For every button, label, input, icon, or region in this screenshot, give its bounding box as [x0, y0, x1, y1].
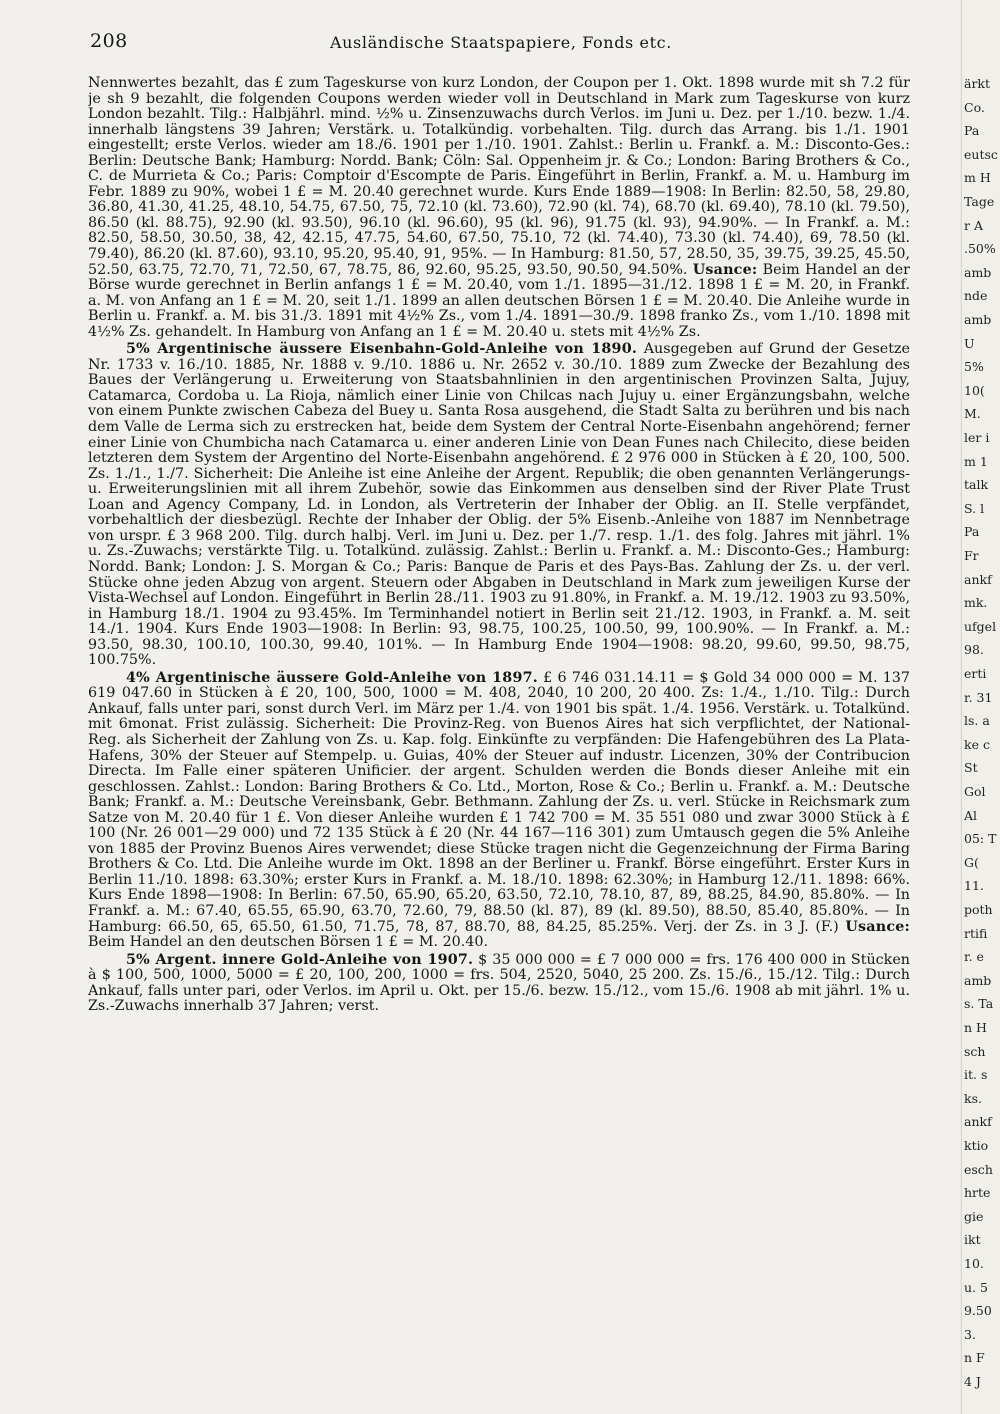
adjacent-page-fragment: amb — [964, 972, 992, 988]
adjacent-page-fragment: amb — [964, 312, 992, 327]
adjacent-page-fragment: 11. — [964, 878, 984, 894]
adjacent-page-fragment: ke c — [964, 736, 990, 752]
adjacent-page-fragment: nde — [964, 288, 988, 304]
entry-heading: 5% Argent. innere Gold-Anleihe von 1907. — [126, 951, 474, 968]
entry-text: $ 35 000 000 = £ 7 000 000 = frs. 176 400 000 in Stücken à $ 100, 500, 1000, 5000 = £ 20, 100, 200, 1000 = frs. 504, 2520, 5040, 25 200. Zs. 15./6., 15./12. Tilg.: Durch Ankauf, falls unter pari, oder Verlos. im April u. Okt. per 15./6. bezw. 15./12., vom 15./6. 1908 ab mit jährl. 1% u. Zs.-Zuwachs innerhalb 37 Jahren; verst. — [88, 951, 910, 1015]
page-number: 208 — [90, 30, 128, 52]
adjacent-page-fragment: ufgel — [964, 618, 997, 634]
running-head: Ausländische Staatspapiere, Fonds etc. — [330, 33, 672, 52]
adjacent-page-fragment: Fr — [964, 548, 979, 563]
adjacent-page-fragment: poth — [964, 902, 993, 917]
entry-innere-gold-anleihe-1907 — [88, 953, 910, 1015]
adjacent-page-fragment: 4 J — [964, 1374, 981, 1389]
adjacent-page-fragment: talk — [964, 477, 989, 493]
entry-text: £ 6 746 031.14.11 = $ Gold 34 000 000 = M. 137 619 047.60 in Stücken à £ 20, 100, 500, 1000 = M. 408, 2040, 10 200, 20 400. Zs: 1./4., 1./10. Tilg.: Durch Ankauf, falls unter pari, sonst durch Verl. im März per 1./4. von 1901 bis spät. 1./4. 1956. Verstärk. u. Totalkünd. mit 6monat. Frist zulässig. Sicherheit: Die Provinz-Reg. von Buenos Aires hat sich verpflichtet, der National-Reg. als Sicherheit der Zahlung von Zs. u. Kap. folg. Einkünfte zu verpfänden: Die Hafengebühren des La Plata-Hafens, 30% der Steuer auf Stempelp. u. Guias, 40% der Steuer auf industr. Licenzen, 30% der Contribucion Directa. Im Falle einer späteren Unificier. der argent. Schulden werden die Bonds dieser Anleihe mit ein geschlossen. Zahlst.: London: Baring Brothers & Co. Ltd., Morton, Rose & Co.; Berlin u. Frankf. a. M.: Deutsche Bank; Frankf. a. M.: Deutsche Vereinsbank, Gebr. Bethmann. Zahlung der Zs. u. verl. Stücke in Reichsmark zum Satze von M. 20.40 für 1 £. Von dieser Anleihe wurden £ 1 742 700 = M. 35 551 080 und zwar 3000 Stück à £ 100 (Nr. 26 001—29 000) und 72 135 Stück à £ 20 (Nr. 44 167—116 301) zum Umtausch gegen die 5% Anleihe von 1885 der Provinz Buenos Aires verwendet; diese Stücke tragen nicht die Gegenzeichnung der Firma Baring Brothers & Co. Ltd. Die Anleihe wurde im Okt. 1898 an der Berliner u. Frankf. Börse eingeführt. Erster Kurs in Berlin 11./10. 1898: 63.30%; erster Kurs in Frankf. a. M. 18./10. 1898: 62.30%; in Hamburg 12./11. 1898: 66%. Kurs Ende 1898—1908: In Berlin: 67.50, 65.90, 65.20, 63.50, 72.10, 78.10, 87, 89, 88.25, 84.90, 85.80%. — In Frankf. a. M.: 67.40, 65.55, 65.90, 63.70, 72.60, 79, 88.50 (kl. 87), 89 (kl. 89.50), 88.50, 85.40, 85.80%. — In Hamburg: 66.50, 65, 65.50, 61.50, 71.75, 78, 87, 88.70, 88, 84.25, 85.25%. Verj. der Zs. in 3 J. (F.) — [88, 669, 910, 935]
entry-aeussere-gold-anleihe-1897 — [88, 671, 910, 951]
entry-heading: 4% Argentinische äussere Gold-Anleihe von 1897. — [126, 669, 538, 686]
adjacent-page-fragment: m H — [964, 170, 991, 186]
entry-eisenbahn-gold-anleihe-1890 — [88, 342, 910, 668]
adjacent-page-fragment: Co. — [964, 99, 985, 115]
adjacent-page-fragment: 3. — [964, 1326, 976, 1342]
usance-label: Usance: — [845, 918, 910, 935]
adjacent-page-fragment: esch — [964, 1161, 993, 1177]
text-column — [88, 76, 910, 1406]
adjacent-page-fragment: ikt — [964, 1232, 981, 1248]
adjacent-page-fragment: 10( — [964, 382, 985, 398]
adjacent-page-fragment: erti — [964, 666, 987, 681]
adjacent-page-fragment: hrte — [964, 1185, 991, 1201]
adjacent-page-fragment: rtifi — [964, 925, 988, 941]
adjacent-page-fragment: r. 31 — [964, 689, 993, 705]
usance-label: Usance: — [692, 261, 758, 278]
adjacent-page-fragment: eutsc — [964, 146, 998, 162]
adjacent-page-fragment: ls. a — [964, 713, 990, 729]
adjacent-page-fragment: 10. — [964, 1256, 984, 1271]
adjacent-page-strip — [961, 0, 1000, 1414]
adjacent-page-fragment: Pa — [964, 123, 980, 139]
adjacent-page-fragment: G( — [964, 854, 979, 870]
page-header — [90, 30, 910, 60]
adjacent-page-fragment: S. l — [964, 500, 985, 516]
paragraph-text: Nennwertes bezahlt, das £ zum Tageskurse von kurz London, der Coupon per 1. Okt. 1898 wurde mit sh 7.2 für je sh 9 bezahlt, die folgenden Coupons werden wieder voll in Deutschland in Mark zum Tageskurse von kurz London bezahlt. Tilg.: Halbjährl. mind. ½% u. Zinsenzuwachs durch Verlos. im Juni u. Dez. per 1./10. bezw. 1./4. innerhalb längstens 39 Jahren; Verstärk. u. Totalkündig. vorbehalten. Tilg. durch das Arrang. bis 1./1. 1901 eingestellt; erste Verlos. wieder am 18./6. 1901 per 1./10. 1901. Zahlst.: Berlin u. Frankf. a. M.: Disconto-Ges.: Berlin: Deutsche Bank; Hamburg: Nordd. Bank; Cöln: Sal. Oppenheim jr. & Co.; London: Baring Brothers & Co., C. de Murrieta & Co.; Paris: Comptoir d'Escompte de Paris. Eingeführt in Berlin, Frankf. a. M. u. Hamburg im Febr. 1889 zu 90%, wobei 1 £ = M. 20.40 gerechnet wurde. Kurs Ende 1889—1908: In Berlin: 82.50, 58, 29.80, 36.80, 41.30, 41.25, 48.10, 54.75, 67.50, 75, 72.10 (kl. 73.60), 72.90 (kl. 74), 68.70 (kl. 69.40), 78.10 (kl. 79.50), 86.50 (kl. 88.75), 92.90 (kl. 93.50), 96.10 (kl. 96.60), 95 (kl. 96), 91.75 (kl. 93), 94.90%. — In Frankf. a. M.: 82.50, 58.50, 30.50, 38, 42, 42.15, 47.75, 54.60, 67.50, 75.10, 72 (kl. 74.40), 73.30 (kl. 74.40), 69, 78.50 (kl. 79.40), 86.20 (kl. 87.60), 93.10, 95.20, 95.40, 91, 95%. — In Hamburg: 81.50, 57, 28.50, 35, 39.75, 39.25, 45.50, 52.50, 63.75, 72.70, 71, 72.50, 67, 78.75, 86, 92.60, 95.25, 93.50, 90.50, 94.50%. — [88, 76, 910, 278]
adjacent-page-fragment: Pa — [964, 524, 980, 540]
adjacent-page-fragment: ks. — [964, 1090, 982, 1106]
adjacent-page-fragment: 9.50 — [964, 1303, 992, 1319]
adjacent-page-fragment: s. Ta — [964, 996, 994, 1012]
adjacent-page-fragment: Al — [964, 807, 978, 823]
adjacent-page-fragment: ärkt — [964, 76, 991, 91]
paragraph-coupon-continuation — [88, 76, 910, 340]
adjacent-page-fragment: u. 5 — [964, 1279, 988, 1295]
adjacent-page-fragment: it. s — [964, 1067, 988, 1083]
adjacent-page-fragment: 5% — [964, 359, 984, 375]
entry-text: Beim Handel an den deutschen Börsen 1 £ = M. 20.40. — [88, 934, 489, 951]
adjacent-page-fragment: .50% — [964, 241, 996, 257]
adjacent-page-fragment: sch — [964, 1043, 986, 1059]
adjacent-page-fragment: ktio — [964, 1138, 989, 1153]
adjacent-page-fragment: mk. — [964, 595, 988, 611]
adjacent-page-fragment: St — [964, 760, 978, 776]
adjacent-page-fragment: n F — [964, 1350, 985, 1366]
adjacent-page-fragment: M. — [964, 406, 981, 422]
adjacent-page-fragment: ler i — [964, 430, 990, 445]
paragraph-text: Beim Handel an der Börse wurde gerechnet in Berlin anfangs 1 £ = M. 20.40, vom 1./1. 1895—31./12. 1898 1 £ = M. 20, in Frankf. a. M. von Anfang an 1 £ = M. 20, seit 1./1. 1899 an allen deutschen Börsen 1 £ = M. 20.40. Die Anleihe wurde in Berlin u. Frankf. a. M. bis 31./3. 1891 mit 4½% Zs., vom 1./4. 1891—30./9. 1898 franko Zs., vom 1./10. 1898 mit 4½% Zs. gehandelt. In Hamburg von Anfang an 1 £ = M. 20.40 u. stets mit 4½% Zs. — [88, 261, 910, 340]
adjacent-page-fragment: r. e — [964, 949, 984, 965]
adjacent-page-fragment: r A — [964, 217, 983, 233]
adjacent-page-fragment: gie — [964, 1208, 984, 1224]
adjacent-page-fragment: 05: T — [964, 831, 997, 847]
entry-heading: 5% Argentinische äussere Eisenbahn-Gold-Anleihe von 1890. — [126, 341, 638, 358]
adjacent-page-fragment: U — [964, 335, 975, 351]
adjacent-page-fragment: ankf — [964, 571, 992, 587]
adjacent-page-fragment: 98. — [964, 642, 984, 658]
adjacent-page-fragment: m 1 — [964, 453, 988, 469]
adjacent-page-fragment: n H — [964, 1020, 987, 1035]
adjacent-page-fragment: Gol — [964, 784, 986, 799]
adjacent-page-fragment: ankf — [964, 1114, 992, 1130]
adjacent-page-fragment: amb — [964, 264, 992, 280]
adjacent-page-fragment: Tage — [964, 194, 995, 209]
entry-text: Ausgegeben auf Grund der Gesetze Nr. 1733 v. 16./10. 1885, Nr. 1888 v. 9./10. 1886 u. Nr. 2652 v. 30./10. 1889 zum Zwecke der Bezahlung des Baues der Verlängerung u. Erweiterung von Staatsbahnlinien in den argentinischen Provinzen Salta, Jujuy, Catamarca, Cordoba u. La Rioja, nämlich einer Linie von Chilcas nach Jujuy u. einer Ergänzungsbahn, welche von einem Punkte zwischen Cabeza del Buey u. Santa Rosa ausgehend, die Stadt Salta zu berühren und bis nach dem Valle de Lerma sich zu erstrecken hat, beide dem System der Central Norte-Eisenbahn angehörend; ferner einer Linie von Chumbicha nach Catamarca u. einer anderen Linie von Dean Funes nach Chilecito, diese beiden letzteren dem System der Argentino del Norte-Eisenbahn angehörend. £ 2 976 000 in Stücken à £ 20, 100, 500. Zs. 1./1., 1./7. Sicherheit: Die Anleihe ist eine Anleihe der Argent. Republik; die oben genannten Verlängerungs- u. Erweiterungslinien mit all ihrem Zubehör, sowie das Einkommen aus denselben sind der River Plate Trust Loan and Agency Company, Ld. in London, als Vertreterin der Inhaber der Oblig. an II. Stelle verpfändet, vorbehaltlich der diesbezügl. Rechte der Inhaber der Oblig. der 5% Eisenb.-Anleihe von 1887 im Nennbetrage von urspr. £ 3 968 200. Tilg. durch halbj. Verl. im Juni u. Dez. per 1./7. resp. 1./1. des folg. Jahres mit jährl. 1% u. Zs.-Zuwachs; verstärkte Tilg. u. Totalkünd. zulässig. Zahlst.: Berlin u. Frankf. a. M.: Disconto-Ges.; Hamburg: Nordd. Bank; London: J. S. Morgan & Co.; Paris: Banque de Paris et des Pays-Bas. Zahlung der Zs. u. der verl. Stücke ohne jeden Abzug von argent. Steuern oder Abgaben in Deutschland in Mark zum jeweiligen Kurse der Vista-Wechsel auf London. Eingeführt in Berlin 28./11. 1903 zu 91.80%, in Frankf. a. M. 19./12. 1903 zu 93.50%, in Hamburg 18./1. 1904 zu 93.45%. Im Terminhandel notiert in Berlin seit 21./12. 1903, in Frankf. a. M. seit 14./1. 1904. Kurs Ende 1903—1908: In Berlin: 93, 98.75, 100.25, 100.50, 99, 100.90%. — In Frankf. a. M.: 93.50, 98.30, 100.10, 100.30, 99.40, 101%. — In Hamburg Ende 1904—1908: 98.20, 99.60, 99.50, 98.75, 100.75%. — [88, 341, 910, 669]
